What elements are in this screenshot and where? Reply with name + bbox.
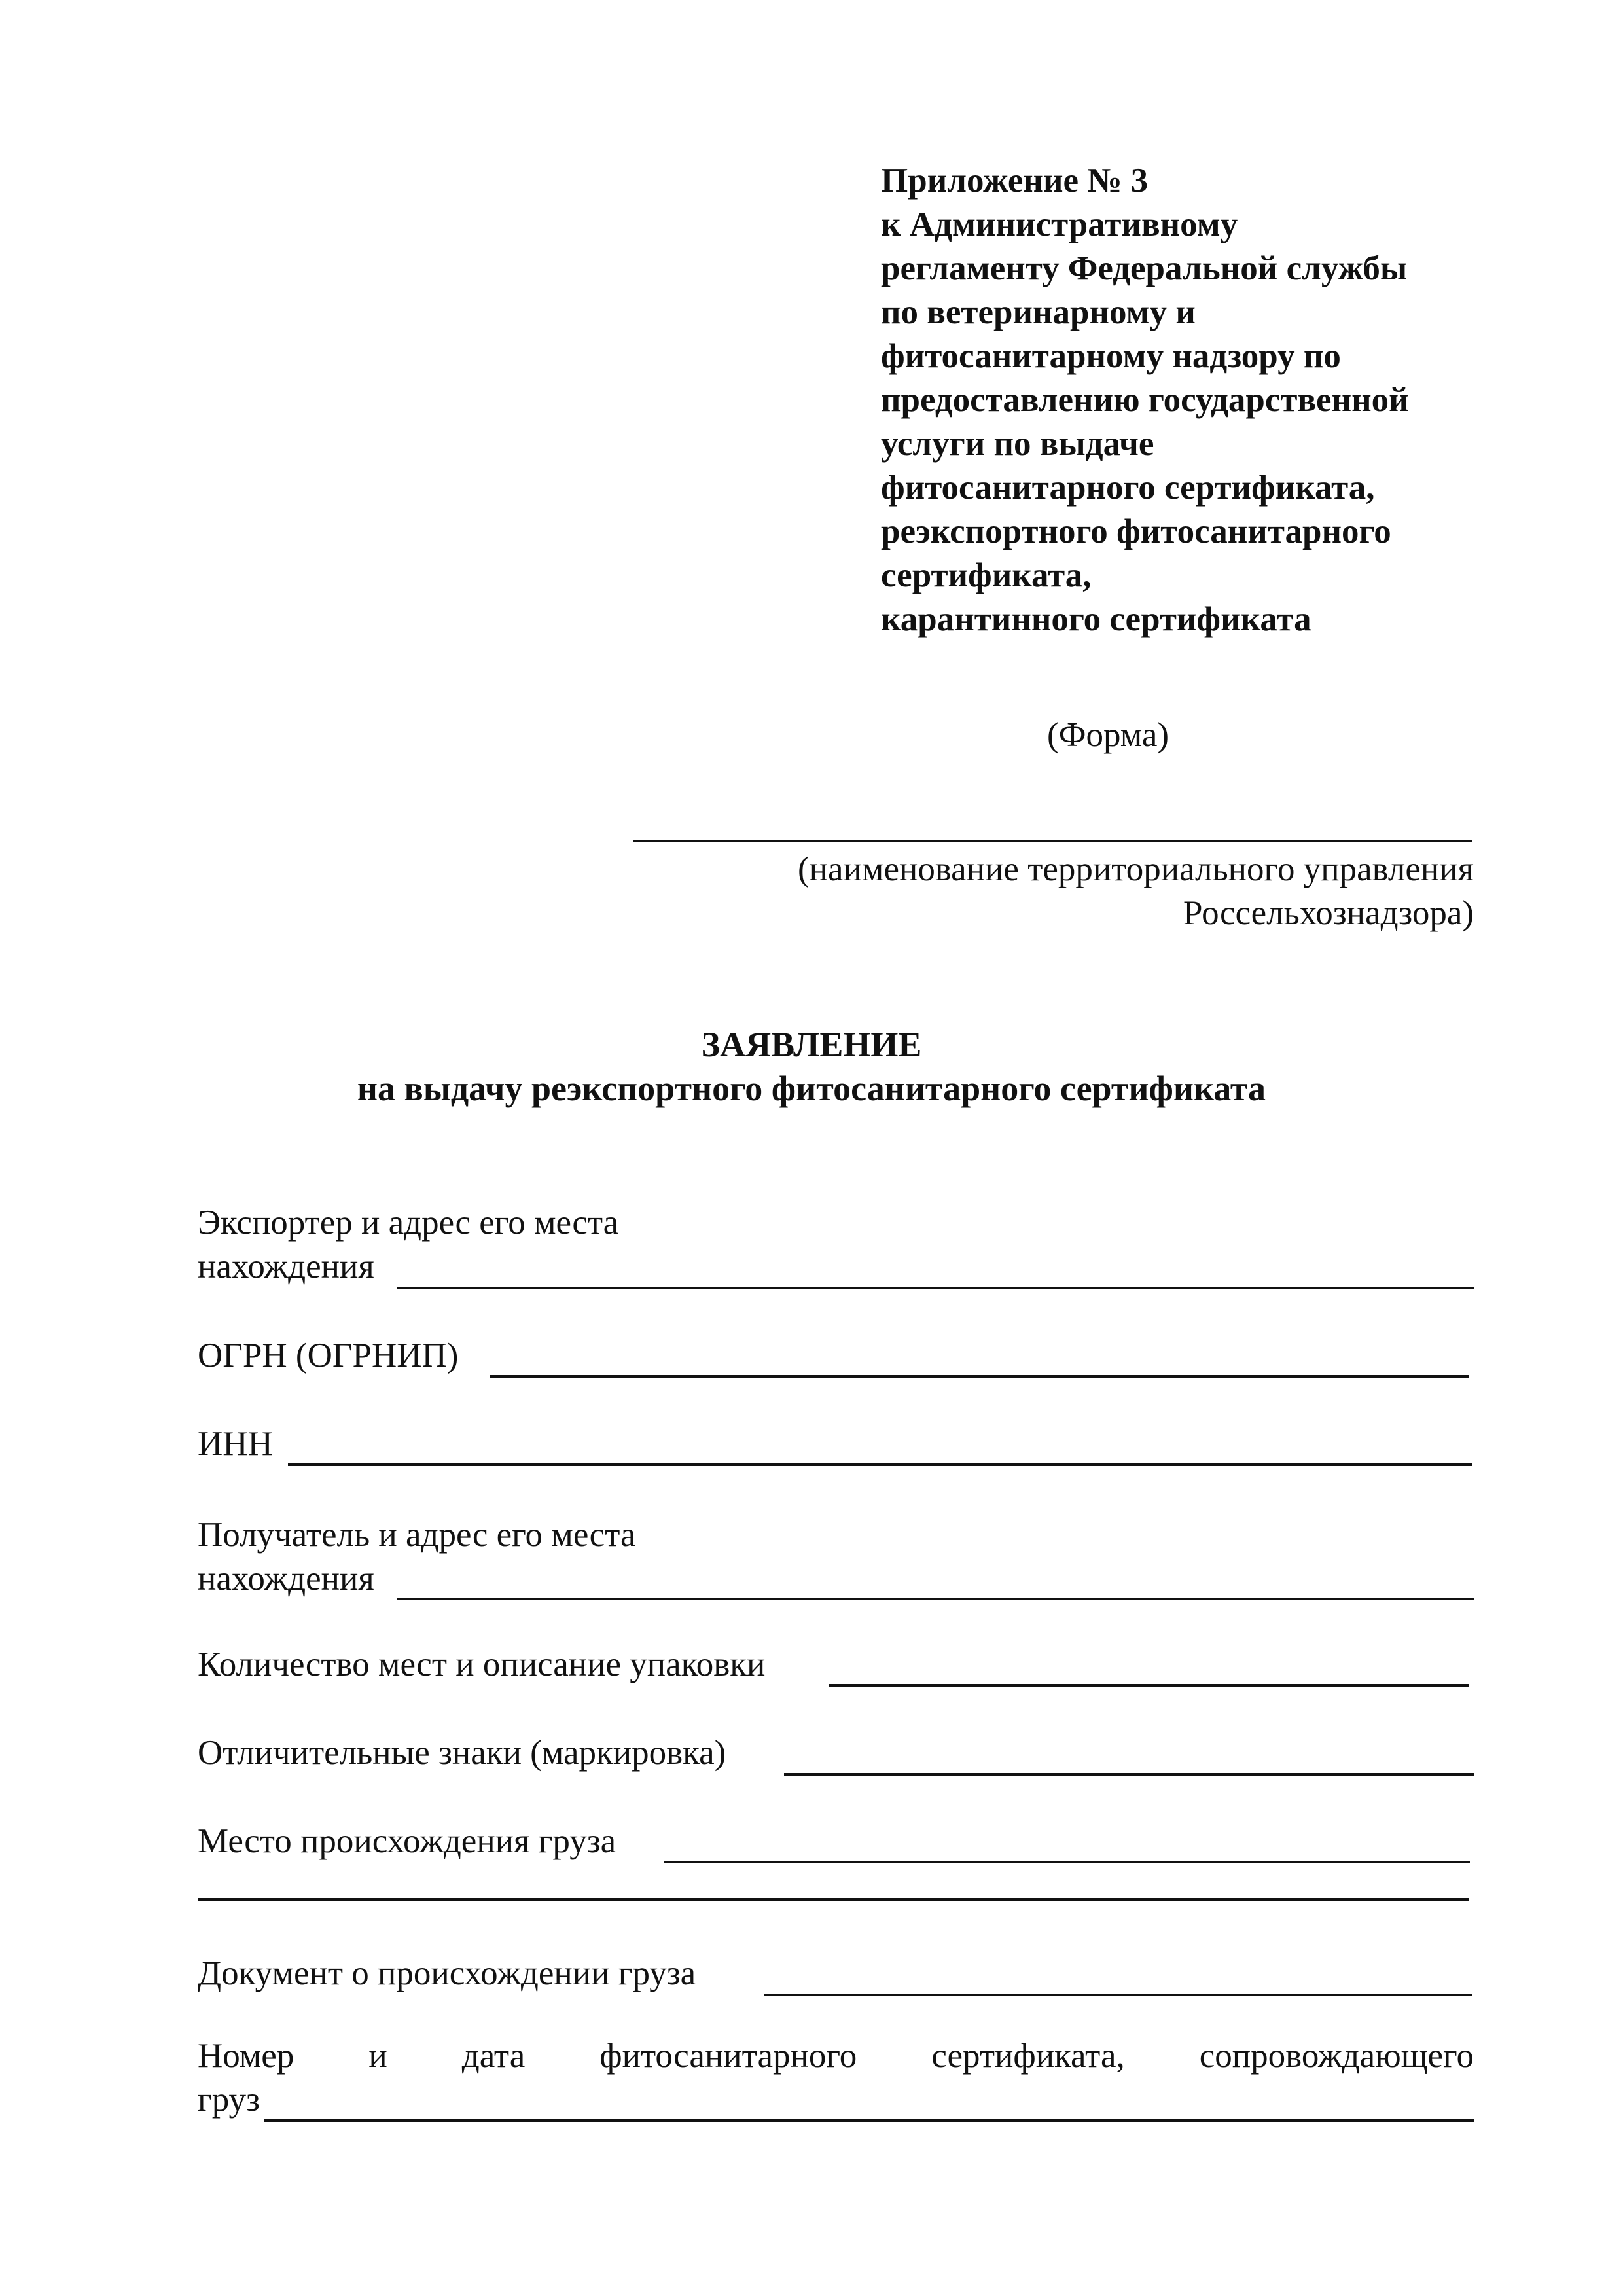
exporter-label: Экспортер и адрес его места bbox=[198, 1204, 619, 1242]
recipient-input-line[interactable] bbox=[397, 1598, 1474, 1600]
header-line: по ветеринарному и bbox=[881, 293, 1196, 331]
recipient-label-cont: нахождения bbox=[198, 1560, 374, 1598]
header-line: карантинного сертификата bbox=[881, 600, 1311, 638]
cert-number-word: сертификата, bbox=[931, 2037, 1125, 2075]
origin-place-label: Место происхождения груза bbox=[198, 1822, 616, 1860]
authority-caption-line: (наименование территориального управления bbox=[798, 850, 1474, 888]
authority-name-line[interactable] bbox=[633, 840, 1472, 842]
packages-label: Количество мест и описание упаковки bbox=[198, 1645, 766, 1683]
header-line: Приложение № 3 bbox=[881, 162, 1149, 200]
exporter-input-line[interactable] bbox=[397, 1287, 1474, 1289]
header-line: регламенту Федеральной службы bbox=[881, 249, 1408, 287]
document-subtitle: на выдачу реэкспортного фитосанитарного сертификата bbox=[357, 1069, 1266, 1108]
header-line: к Административному bbox=[881, 206, 1238, 243]
inn-input-line[interactable] bbox=[288, 1463, 1472, 1466]
packages-input-line[interactable] bbox=[829, 1684, 1469, 1687]
document-title: ЗАЯВЛЕНИЕ bbox=[701, 1025, 922, 1064]
cert-number-word: фитосанитарного bbox=[599, 2037, 857, 2075]
cert-number-word: Номер bbox=[198, 2037, 294, 2075]
cert-number-word: дата bbox=[461, 2037, 526, 2075]
cert-number-word: сопровождающего bbox=[1199, 2037, 1474, 2075]
header-line: услуги по выдаче bbox=[881, 425, 1154, 463]
header-line: реэкспортного фитосанитарного bbox=[881, 512, 1391, 550]
form-label: (Форма) bbox=[1047, 716, 1169, 754]
inn-label: ИНН bbox=[198, 1425, 273, 1463]
recipient-label: Получатель и адрес его места bbox=[198, 1516, 636, 1554]
ogrn-label: ОГРН (ОГРНИП) bbox=[198, 1336, 459, 1374]
origin-document-input-line[interactable] bbox=[764, 1994, 1472, 1996]
header-line: сертификата, bbox=[881, 556, 1092, 594]
appendix-header bbox=[881, 159, 1409, 641]
authority-caption bbox=[798, 848, 1474, 935]
cert-number-input-line[interactable] bbox=[264, 2119, 1474, 2122]
origin-document-label: Документ о происхождении груза bbox=[198, 1954, 696, 1992]
cert-number-word: и bbox=[368, 2037, 387, 2075]
exporter-label-cont: нахождения bbox=[198, 1247, 374, 1285]
marking-input-line[interactable] bbox=[784, 1773, 1474, 1776]
authority-caption-line: Россельхознадзора) bbox=[1183, 894, 1474, 932]
origin-place-input-line[interactable] bbox=[664, 1861, 1470, 1863]
header-line: предоставлению государственной bbox=[881, 381, 1409, 419]
origin-place-input-line-2[interactable] bbox=[198, 1898, 1469, 1901]
cert-number-label bbox=[198, 2034, 1474, 2078]
cert-number-label-cont: груз bbox=[198, 2081, 260, 2119]
marking-label: Отличительные знаки (маркировка) bbox=[198, 1734, 726, 1772]
header-line: фитосанитарному надзору по bbox=[881, 337, 1341, 375]
ogrn-input-line[interactable] bbox=[490, 1375, 1469, 1378]
header-line: фитосанитарного сертификата, bbox=[881, 469, 1375, 507]
